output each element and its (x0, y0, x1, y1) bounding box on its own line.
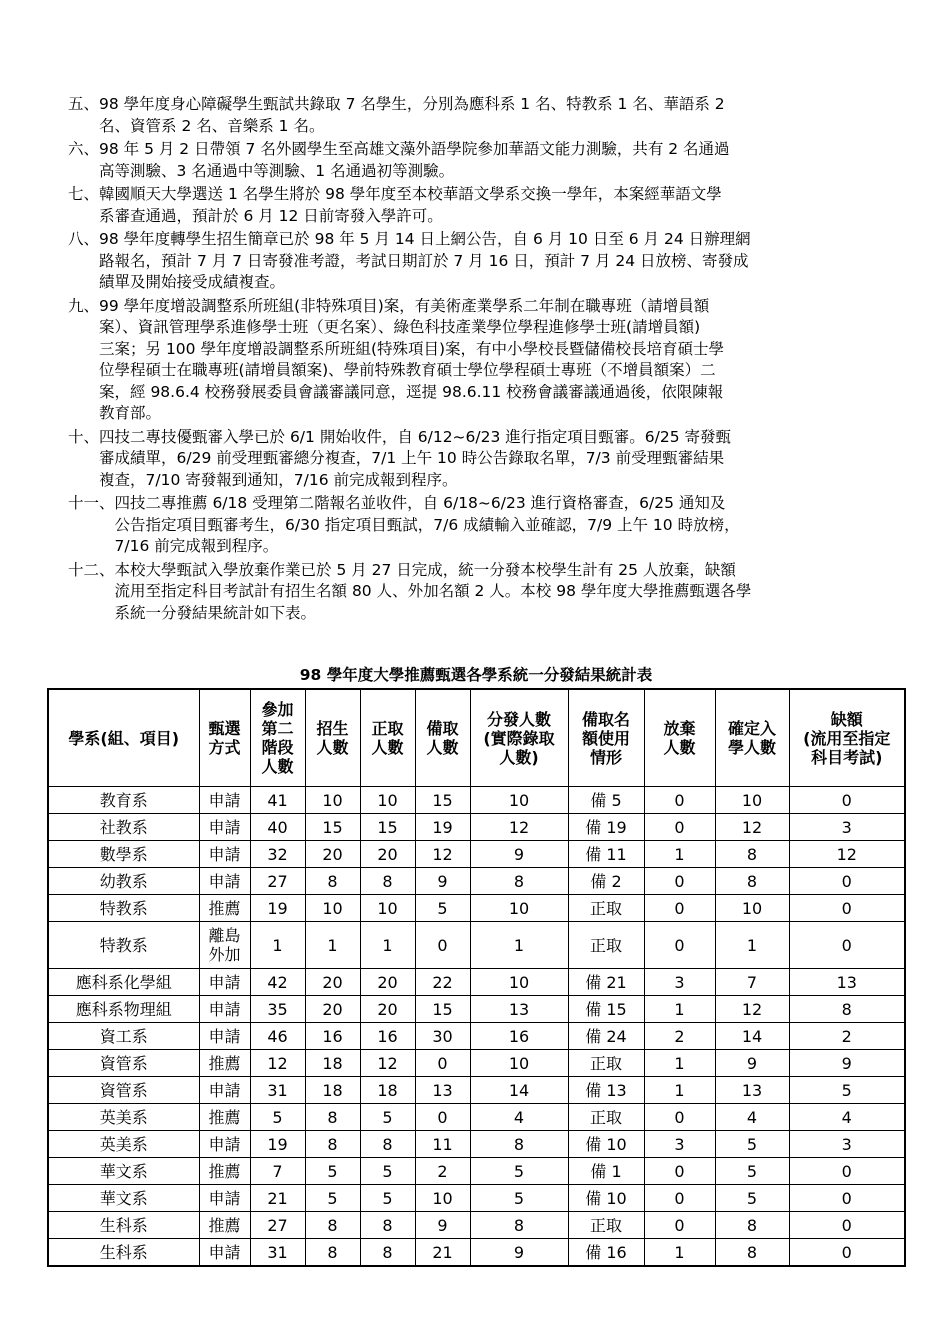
table-cell: 35 (250, 996, 305, 1023)
item-text-line: 本校大學甄試入學放棄作業已於 5 月 27 日完成，統一分發本校學生計有 25 人放棄，缺額 (114, 560, 736, 579)
item-number: 八、 (68, 230, 100, 248)
table-cell: 推薦 (199, 895, 250, 922)
table-cell: 8 (305, 1104, 360, 1131)
table-cell: 備 1 (568, 1158, 644, 1185)
table-cell: 0 (789, 1239, 905, 1267)
item-text (99, 139, 890, 182)
item-text (99, 296, 890, 425)
table-cell: 9 (470, 841, 568, 868)
table-cell: 13 (715, 1077, 789, 1104)
table-cell: 1 (644, 996, 715, 1023)
table-cell: 申請 (199, 841, 250, 868)
department-cell: 資工系 (48, 1023, 199, 1050)
table-row (48, 969, 905, 996)
department-cell: 社教系 (48, 814, 199, 841)
table-cell: 12 (470, 814, 568, 841)
announcement-item (68, 94, 890, 137)
table-cell: 8 (305, 1212, 360, 1239)
column-header: 備取名 額使用 情形 (568, 689, 644, 787)
column-header: 放棄 人數 (644, 689, 715, 787)
announcement-item (68, 139, 890, 182)
table-cell: 備 11 (568, 841, 644, 868)
table-cell: 推薦 (199, 1050, 250, 1077)
department-cell: 資管系 (48, 1077, 199, 1104)
table-cell: 1 (250, 922, 305, 969)
table-cell: 27 (250, 868, 305, 895)
table-cell: 8 (715, 1212, 789, 1239)
table-row (48, 1023, 905, 1050)
table-cell: 1 (715, 922, 789, 969)
item-text (99, 94, 890, 137)
table-cell: 5 (360, 1104, 415, 1131)
department-cell: 生科系 (48, 1212, 199, 1239)
department-cell: 英美系 (48, 1131, 199, 1158)
table-cell: 7 (715, 969, 789, 996)
announcement-item (68, 184, 890, 227)
item-text-line: 名、資管系 2 名、音樂系 1 名。 (99, 116, 325, 135)
table-cell: 21 (415, 1239, 470, 1267)
table-cell: 正取 (568, 1212, 644, 1239)
table-cell: 5 (715, 1185, 789, 1212)
table-cell: 42 (250, 969, 305, 996)
table-cell: 正取 (568, 895, 644, 922)
table-cell: 18 (360, 1077, 415, 1104)
table-cell: 12 (250, 1050, 305, 1077)
announcement-item (68, 493, 890, 558)
table-cell: 8 (360, 1212, 415, 1239)
announcement-item (68, 296, 890, 425)
table-cell: 12 (360, 1050, 415, 1077)
table-cell: 1 (644, 1077, 715, 1104)
table-row (48, 895, 905, 922)
item-text-line: 複查，7/10 寄發報到通知，7/16 前完成報到程序。 (99, 470, 458, 489)
table-cell: 備 15 (568, 996, 644, 1023)
item-number: 十、 (68, 427, 100, 446)
table-cell: 16 (305, 1023, 360, 1050)
table-cell: 3 (644, 1131, 715, 1158)
table-cell: 20 (305, 841, 360, 868)
department-cell: 資管系 (48, 1050, 199, 1077)
table-cell: 8 (305, 868, 360, 895)
table-row (48, 1077, 905, 1104)
item-text-line: 高等測驗、3 名通過中等測驗、1 名通過初等測驗。 (99, 161, 455, 180)
table-cell: 20 (360, 996, 415, 1023)
table-cell: 22 (415, 969, 470, 996)
table-cell: 申請 (199, 996, 250, 1023)
item-text-line: 四技二專技優甄審入學已於 6/1 開始收件，自 6/12~6/23 進行指定項目甄審。6/25 寄發甄 (99, 427, 732, 446)
table-cell: 0 (789, 787, 905, 814)
table-cell: 申請 (199, 1023, 250, 1050)
table-cell: 0 (644, 814, 715, 841)
table-cell: 申請 (199, 787, 250, 814)
table-cell: 0 (789, 1185, 905, 1212)
announcement-list (68, 94, 890, 626)
table-cell: 申請 (199, 868, 250, 895)
item-number: 十一、 (68, 494, 115, 512)
table-cell: 4 (470, 1104, 568, 1131)
item-number: 七、 (68, 185, 100, 203)
table-cell: 正取 (568, 1104, 644, 1131)
table-cell: 5 (360, 1185, 415, 1212)
table-cell: 41 (250, 787, 305, 814)
table-cell: 申請 (199, 1131, 250, 1158)
table-cell: 30 (415, 1023, 470, 1050)
table-cell: 備 16 (568, 1239, 644, 1267)
item-text-line: 98 學年度轉學生招生簡章已於 98 年 5 月 14 日上網公告，自 6 月 10 日至 6 月 24 日辦理網 (99, 230, 751, 248)
table-cell: 備 13 (568, 1077, 644, 1104)
table-cell: 8 (305, 1239, 360, 1267)
table-row (48, 787, 905, 814)
table-cell: 申請 (199, 969, 250, 996)
table-cell: 離島 外加 (199, 922, 250, 969)
item-text-line: 98 年 5 月 2 日帶領 7 名外國學生至高雄文藻外語學院參加華語文能力測驗，共有 2 名通過 (99, 140, 730, 158)
table-cell: 推薦 (199, 1158, 250, 1185)
table-row (48, 1212, 905, 1239)
department-cell: 英美系 (48, 1104, 199, 1131)
table-cell: 5 (470, 1158, 568, 1185)
table-row (48, 996, 905, 1023)
table-cell: 46 (250, 1023, 305, 1050)
column-header: 招生 人數 (305, 689, 360, 787)
column-header: 甄選 方式 (199, 689, 250, 787)
table-cell: 5 (415, 895, 470, 922)
table-cell: 15 (360, 814, 415, 841)
table-cell: 10 (470, 787, 568, 814)
table-row (48, 1131, 905, 1158)
table-cell: 申請 (199, 1185, 250, 1212)
table-cell: 9 (789, 1050, 905, 1077)
table-cell: 4 (715, 1104, 789, 1131)
table-cell: 1 (360, 922, 415, 969)
table-cell: 8 (470, 1212, 568, 1239)
table-cell: 8 (360, 1131, 415, 1158)
table-cell: 5 (305, 1185, 360, 1212)
table-cell: 14 (470, 1077, 568, 1104)
item-text-line: 教育部。 (99, 404, 162, 422)
table-cell: 2 (415, 1158, 470, 1185)
table-cell: 13 (470, 996, 568, 1023)
item-text (99, 184, 890, 227)
column-header: 備取 人數 (415, 689, 470, 787)
table-cell: 備 10 (568, 1131, 644, 1158)
table-cell: 0 (415, 1050, 470, 1077)
item-number: 十二、 (68, 560, 115, 579)
department-cell: 應科系化學組 (48, 969, 199, 996)
table-row (48, 868, 905, 895)
announcement-item (68, 427, 890, 492)
table-cell: 申請 (199, 1077, 250, 1104)
announcement-item (68, 560, 890, 625)
table-cell: 0 (644, 895, 715, 922)
item-text-line: 績單及開始接受成績複查。 (99, 273, 286, 291)
table-cell: 0 (644, 1212, 715, 1239)
item-text (99, 427, 890, 492)
table-row (48, 814, 905, 841)
table-cell: 7 (250, 1158, 305, 1185)
table-cell: 10 (470, 969, 568, 996)
table-cell: 5 (715, 1131, 789, 1158)
item-text (115, 493, 890, 558)
table-title: 98 學年度大學推薦甄選各學系統一分發結果統計表 (299, 666, 653, 684)
table-cell: 14 (715, 1023, 789, 1050)
table-row (48, 1158, 905, 1185)
item-text-line: 審成績單，6/29 前受理甄審總分複查，7/1 上午 10 時公告錄取名單，7/3 前受理甄審結果 (99, 449, 725, 467)
table-cell: 0 (644, 1185, 715, 1212)
table-cell: 8 (789, 996, 905, 1023)
department-cell: 華文系 (48, 1158, 199, 1185)
table-cell: 3 (789, 814, 905, 841)
column-header: 分發人數 (實際錄取 人數) (470, 689, 568, 787)
item-text-line: 系審查通過，預計於 6 月 12 日前寄發入學許可。 (99, 206, 443, 225)
table-cell: 2 (789, 1023, 905, 1050)
table-cell: 正取 (568, 922, 644, 969)
table-cell: 推薦 (199, 1212, 250, 1239)
item-text-line: 位學程碩士在職專班(請增員額案)、學前特殊教育碩士學位學程碩士專班（不增員額案）二 (99, 361, 716, 379)
table-cell: 12 (715, 996, 789, 1023)
table-cell: 8 (360, 1239, 415, 1267)
table-row (48, 922, 905, 969)
item-text-line: 案，經 98.6.4 校務發展委員會議審議同意，逕提 98.6.11 校務會議審議通過後，依限陳報 (99, 382, 724, 401)
table-cell: 10 (715, 787, 789, 814)
table-cell: 1 (644, 1239, 715, 1267)
table-cell: 1 (470, 922, 568, 969)
table-cell: 15 (415, 787, 470, 814)
table-cell: 10 (305, 787, 360, 814)
table-cell: 8 (360, 868, 415, 895)
table-cell: 31 (250, 1077, 305, 1104)
table-cell: 9 (415, 868, 470, 895)
table-cell: 申請 (199, 814, 250, 841)
table-cell: 12 (715, 814, 789, 841)
item-text (115, 560, 890, 625)
table-row (48, 1050, 905, 1077)
table-cell: 16 (360, 1023, 415, 1050)
column-header: 參加 第二 階段 人數 (250, 689, 305, 787)
item-number: 九、 (68, 296, 100, 315)
table-header-row (48, 689, 905, 787)
table-cell: 20 (360, 841, 415, 868)
table-cell: 15 (305, 814, 360, 841)
table-cell: 8 (715, 841, 789, 868)
table-cell: 10 (470, 895, 568, 922)
column-header: 正取 人數 (360, 689, 415, 787)
table-cell: 21 (250, 1185, 305, 1212)
table-row (48, 1239, 905, 1267)
table-cell: 0 (789, 1212, 905, 1239)
table-cell: 1 (644, 1050, 715, 1077)
table-cell: 9 (415, 1212, 470, 1239)
table-cell: 0 (789, 895, 905, 922)
item-text-line: 公告指定項目甄審考生，6/30 指定項目甄試，7/6 成績輸入並確認，7/9 上午 10 時放榜， (114, 515, 740, 534)
table-row (48, 1185, 905, 1212)
department-cell: 幼教系 (48, 868, 199, 895)
table-cell: 32 (250, 841, 305, 868)
table-cell: 5 (250, 1104, 305, 1131)
department-cell: 數學系 (48, 841, 199, 868)
table-cell: 3 (644, 969, 715, 996)
table-cell: 12 (789, 841, 905, 868)
table-cell: 0 (789, 868, 905, 895)
item-text (99, 229, 890, 294)
table-cell: 12 (415, 841, 470, 868)
table-cell: 27 (250, 1212, 305, 1239)
table-cell: 備 5 (568, 787, 644, 814)
table-cell: 9 (470, 1239, 568, 1267)
table-cell: 5 (715, 1158, 789, 1185)
department-cell: 特教系 (48, 922, 199, 969)
table-cell: 11 (415, 1131, 470, 1158)
announcement-item (68, 229, 890, 294)
table-cell: 備 2 (568, 868, 644, 895)
table-cell: 8 (470, 1131, 568, 1158)
table-cell: 18 (305, 1050, 360, 1077)
table-cell: 8 (305, 1131, 360, 1158)
table-cell: 推薦 (199, 1104, 250, 1131)
table-cell: 1 (644, 841, 715, 868)
table-cell: 10 (715, 895, 789, 922)
table-row (48, 1104, 905, 1131)
department-cell: 華文系 (48, 1185, 199, 1212)
table-cell: 10 (415, 1185, 470, 1212)
table-cell: 備 10 (568, 1185, 644, 1212)
table-cell: 20 (360, 969, 415, 996)
item-text-line: 系統一分發結果統計如下表。 (114, 603, 317, 622)
table-cell: 13 (789, 969, 905, 996)
department-cell: 應科系物理組 (48, 996, 199, 1023)
table-cell: 8 (715, 1239, 789, 1267)
table-cell: 0 (644, 922, 715, 969)
table-cell: 10 (305, 895, 360, 922)
table-cell: 備 19 (568, 814, 644, 841)
table-cell: 10 (360, 787, 415, 814)
table-cell: 40 (250, 814, 305, 841)
item-text-line: 路報名，預計 7 月 7 日寄發准考證，考試日期訂於 7 月 16 日，預計 7 月 24 日放榜、寄發成 (99, 251, 749, 270)
table-cell: 10 (470, 1050, 568, 1077)
item-text-line: 流用至指定科目考試計有招生名額 80 人、外加名額 2 人。本校 98 學年度大學推薦甄選各學 (114, 582, 752, 600)
column-header: 學系(組、項目) (48, 689, 199, 787)
table-cell: 備 24 (568, 1023, 644, 1050)
table-cell: 3 (789, 1131, 905, 1158)
department-cell: 特教系 (48, 895, 199, 922)
item-number: 六、 (68, 140, 100, 158)
item-number: 五、 (68, 95, 100, 113)
item-text-line: 四技二專推薦 6/18 受理第二階報名並收件，自 6/18~6/23 進行資格審查，6/25 通知及 (114, 494, 726, 512)
item-text-line: 三案；另 100 學年度增設調整系所班組(特殊項目)案，有中小學校長暨儲備校長培育碩士學 (99, 339, 725, 358)
item-text-line: 案）、資訊管理學系進修學士班（更名案）、綠色科技產業學位學程進修學士班(請增員額) (99, 318, 701, 336)
table-cell: 19 (415, 814, 470, 841)
table-cell: 1 (305, 922, 360, 969)
department-cell: 教育系 (48, 787, 199, 814)
table-cell: 18 (305, 1077, 360, 1104)
table-cell: 4 (789, 1104, 905, 1131)
table-cell: 0 (415, 922, 470, 969)
table-cell: 19 (250, 895, 305, 922)
item-text-line: 7/16 前完成報到程序。 (114, 537, 279, 555)
item-text-line: 99 學年度增設調整系所班組(非特殊項目)案，有美術產業學系二年制在職專班（請增員額 (99, 296, 710, 315)
table-cell: 20 (305, 969, 360, 996)
table-cell: 0 (644, 868, 715, 895)
table-cell: 9 (715, 1050, 789, 1077)
department-cell: 生科系 (48, 1239, 199, 1267)
table-cell: 13 (415, 1077, 470, 1104)
table-cell: 正取 (568, 1050, 644, 1077)
table-cell: 20 (305, 996, 360, 1023)
table-cell: 19 (250, 1131, 305, 1158)
table-cell: 2 (644, 1023, 715, 1050)
table-cell: 8 (715, 868, 789, 895)
table-cell: 0 (789, 922, 905, 969)
table-cell: 31 (250, 1239, 305, 1267)
table-cell: 15 (415, 996, 470, 1023)
item-text-line: 韓國順天大學選送 1 名學生將於 98 學年度至本校華語文學系交換一學年，本案經華語文學 (99, 185, 722, 203)
table-cell: 0 (789, 1158, 905, 1185)
allocation-results-table (47, 688, 906, 1267)
table-cell: 0 (644, 1158, 715, 1185)
table-cell: 10 (360, 895, 415, 922)
table-cell: 5 (305, 1158, 360, 1185)
table-cell: 16 (470, 1023, 568, 1050)
item-text-line: 98 學年度身心障礙學生甄試共錄取 7 名學生，分別為應科系 1 名、特教系 1 名、華語系 2 (99, 95, 725, 113)
table-cell: 0 (644, 787, 715, 814)
table-row (48, 841, 905, 868)
column-header: 確定入 學人數 (715, 689, 789, 787)
table-cell: 備 21 (568, 969, 644, 996)
table-cell: 5 (360, 1158, 415, 1185)
table-cell: 0 (644, 1104, 715, 1131)
column-header: 缺額 (流用至指定 科目考試) (789, 689, 905, 787)
table-cell: 5 (789, 1077, 905, 1104)
table-cell: 5 (470, 1185, 568, 1212)
table-cell: 0 (415, 1104, 470, 1131)
table-cell: 8 (470, 868, 568, 895)
table-cell: 申請 (199, 1239, 250, 1267)
